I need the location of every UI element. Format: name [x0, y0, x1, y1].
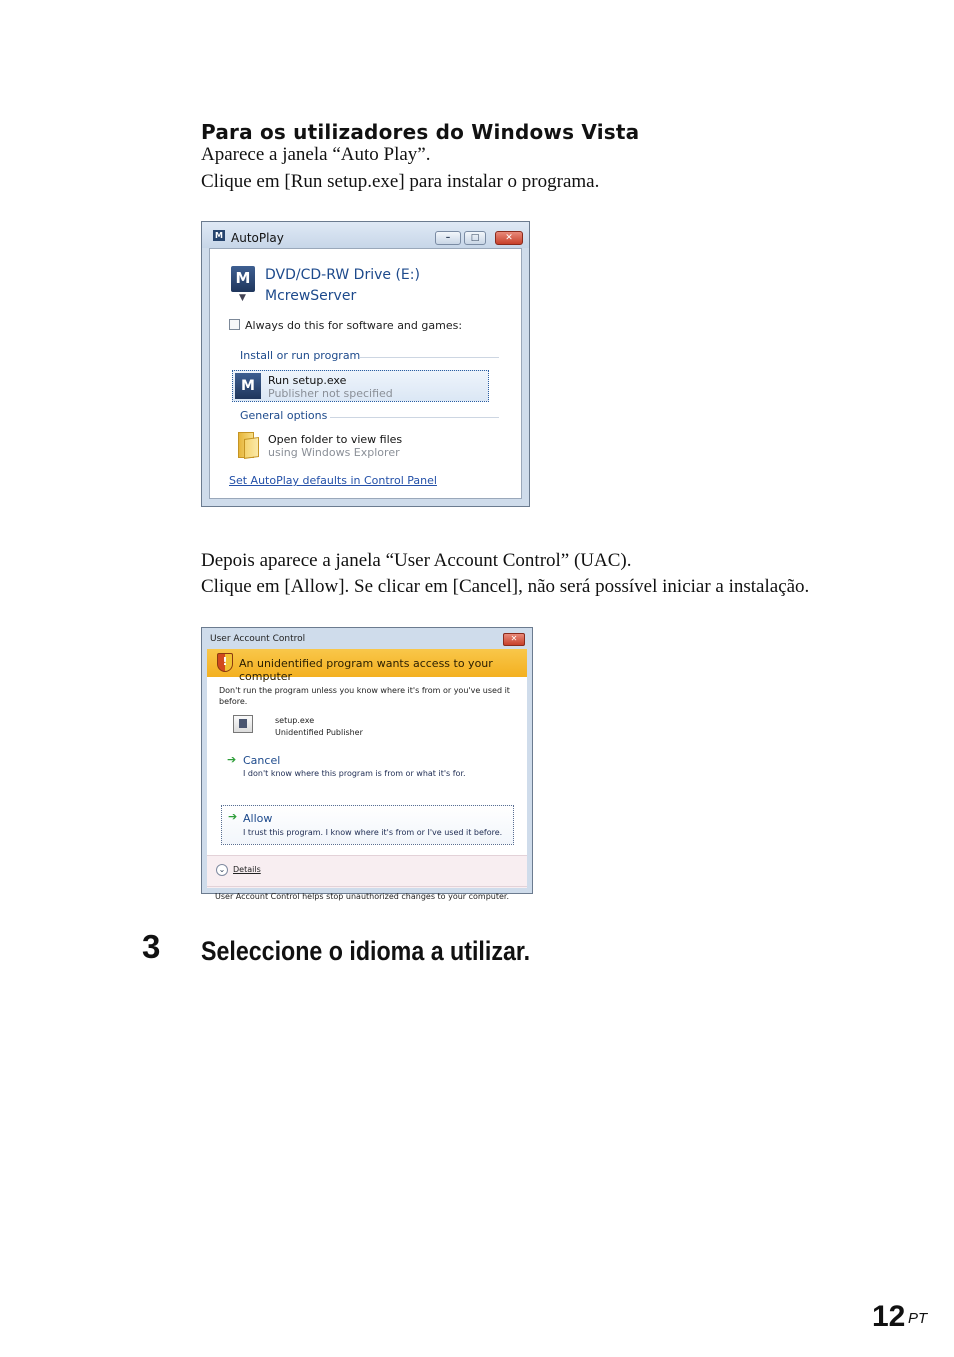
step-text: Seleccione o idioma a utilizar.: [201, 936, 531, 966]
uac-footer: [207, 886, 527, 901]
run-setup-publisher: Publisher not specified: [268, 387, 393, 400]
window-body: [207, 649, 527, 901]
uac-window: [201, 627, 533, 901]
paragraph-line: Clique em [Run setup.exe] para instalar o programa.: [201, 171, 600, 192]
warning-banner: [207, 649, 527, 683]
always-checkbox-label: Always do this for software and games:: [245, 319, 463, 332]
allow-desc: I trust this program. I know where it's from or I've used it before.: [243, 828, 503, 837]
program-info: [275, 715, 363, 739]
run-setup-option[interactable]: [232, 370, 489, 402]
drive-label: [265, 265, 420, 307]
run-setup-title: Run setup.exe: [268, 374, 347, 387]
warning-text: Don't run the program unless you know where it's from or you've used it before.: [219, 686, 510, 706]
arrow-right-icon: ➔: [227, 753, 237, 766]
minimize-button[interactable]: –: [435, 231, 461, 245]
program-icon: [233, 715, 253, 733]
cancel-title: Cancel: [243, 754, 281, 767]
cancel-desc: I don't know where this program is from or what it's for.: [243, 769, 466, 778]
open-folder-sub: using Windows Explorer: [268, 446, 400, 459]
drive-icon: M: [231, 266, 255, 292]
paragraph-line: Depois aparece a janela “User Account Control” (UAC).: [201, 550, 632, 571]
app-logo-icon: M: [213, 230, 225, 241]
autoplay-window: [201, 221, 530, 507]
section-general: General options: [240, 409, 328, 422]
paragraph-line: Clique em [Allow]. Se clicar em [Cancel], não será possível iniciar a instalação.: [201, 576, 810, 597]
divider: [360, 357, 499, 358]
open-folder-title: Open folder to view files: [268, 433, 403, 446]
allow-title: Allow: [243, 812, 273, 825]
allow-option[interactable]: [221, 805, 514, 845]
setup-icon: M: [235, 373, 261, 399]
arrow-right-icon: ➔: [228, 810, 238, 823]
divider: [330, 417, 499, 418]
drive-name: DVD/CD-RW Drive (E:): [265, 267, 420, 283]
maximize-button[interactable]: □: [464, 231, 486, 245]
banner-text: An unidentified program wants access to your computer: [239, 657, 493, 683]
volume-name: McrewServer: [265, 288, 357, 304]
paragraph-line: Aparece a janela “Auto Play”.: [201, 144, 431, 165]
close-button[interactable]: ✕: [495, 231, 523, 245]
page-number: 12: [872, 1300, 906, 1333]
step-number: 3: [142, 928, 161, 965]
program-name: setup.exe: [275, 716, 315, 725]
title-bar: [202, 222, 529, 248]
always-checkbox[interactable]: [229, 319, 240, 330]
chevron-down-icon[interactable]: ⌄: [216, 864, 228, 876]
page-suffix: PT: [908, 1310, 928, 1327]
section-install: Install or run program: [240, 349, 361, 362]
autoplay-defaults-link[interactable]: Set AutoPlay defaults in Control Panel: [229, 474, 437, 487]
arrow-down-icon: ▼: [239, 293, 246, 303]
title-bar: [202, 628, 532, 648]
footer-text: User Account Control helps stop unauthorized changes to your computer.: [215, 892, 510, 901]
window-body: [209, 248, 522, 499]
shield-warning-icon: !: [217, 653, 233, 672]
section-heading: Para os utilizadores do Windows Vista: [201, 120, 640, 144]
close-button[interactable]: ✕: [503, 633, 525, 646]
window-title: User Account Control: [210, 634, 306, 644]
folder-icon: [236, 432, 262, 458]
program-publisher: Unidentified Publisher: [275, 728, 363, 737]
window-title: AutoPlay: [231, 231, 284, 245]
details-toggle[interactable]: Details: [233, 865, 261, 874]
details-bar: [207, 855, 527, 886]
